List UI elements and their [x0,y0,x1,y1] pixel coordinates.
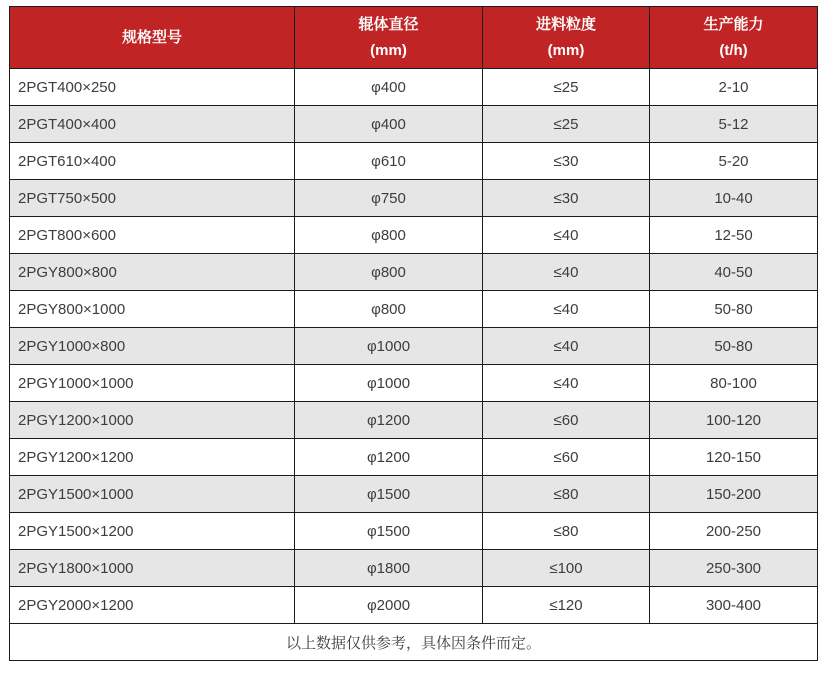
col-header-model-label: 规格型号 [121,28,182,46]
table-row [10,69,818,106]
capacity-cell: 40-50 [650,254,818,291]
model-cell: 2PGY1200×1000 [10,402,295,439]
capacity-cell: 5-20 [650,143,818,180]
model-cell: 2PGT610×400 [10,143,295,180]
table-row [10,513,818,550]
col-header-capacity-label: 生产能力 [703,15,764,33]
feed-size-cell: ≤40 [483,217,650,254]
feed-size-cell: ≤40 [483,328,650,365]
col-header-capacity-unit: (t/h) [719,41,748,59]
table-row [10,550,818,587]
capacity-cell: 200-250 [650,513,818,550]
diameter-cell: φ800 [295,254,483,291]
model-cell: 2PGY2000×1200 [10,587,295,624]
col-header-feed-size-label: 进料粒度 [535,15,596,33]
header-row [10,7,818,69]
col-header-feed-size [483,7,650,69]
feed-size-cell: ≤30 [483,180,650,217]
capacity-cell: 5-12 [650,106,818,143]
capacity-cell: 300-400 [650,587,818,624]
table-header [10,7,818,69]
feed-size-cell: ≤40 [483,254,650,291]
feed-size-cell: ≤25 [483,69,650,106]
table-row [10,180,818,217]
table-row [10,291,818,328]
diameter-cell: φ1500 [295,476,483,513]
feed-size-cell: ≤25 [483,106,650,143]
model-cell: 2PGT750×500 [10,180,295,217]
feed-size-cell: ≤40 [483,365,650,402]
feed-size-cell: ≤60 [483,402,650,439]
model-cell: 2PGY800×1000 [10,291,295,328]
table-row [10,365,818,402]
diameter-cell: φ800 [295,291,483,328]
table-row [10,587,818,624]
table-row [10,402,818,439]
table-body [10,69,818,624]
col-header-capacity [650,7,818,69]
table-row [10,143,818,180]
footer-row [10,624,818,661]
diameter-cell: φ1200 [295,439,483,476]
diameter-cell: φ1200 [295,402,483,439]
feed-size-cell: ≤40 [483,291,650,328]
capacity-cell: 2-10 [650,69,818,106]
col-header-roller-diameter-unit: (mm) [370,41,407,59]
table-row [10,106,818,143]
diameter-cell: φ610 [295,143,483,180]
diameter-cell: φ800 [295,217,483,254]
model-cell: 2PGY1000×1000 [10,365,295,402]
col-header-feed-size-unit: (mm) [547,41,585,59]
model-cell: 2PGY1800×1000 [10,550,295,587]
diameter-cell: φ750 [295,180,483,217]
model-cell: 2PGT400×250 [10,69,295,106]
col-header-roller-diameter [295,7,483,69]
diameter-cell: φ1000 [295,328,483,365]
model-cell: 2PGY1500×1000 [10,476,295,513]
feed-size-cell: ≤80 [483,476,650,513]
capacity-cell: 120-150 [650,439,818,476]
capacity-cell: 12-50 [650,217,818,254]
capacity-cell: 50-80 [650,291,818,328]
feed-size-cell: ≤120 [483,587,650,624]
capacity-cell: 10-40 [650,180,818,217]
table-row [10,328,818,365]
col-header-model [10,7,295,69]
table-row [10,439,818,476]
capacity-cell: 50-80 [650,328,818,365]
col-header-roller-diameter-label: 辊体直径 [358,15,419,33]
footer-note: 以上数据仅供参考，具体因条件而定。 [10,624,818,661]
feed-size-cell: ≤60 [483,439,650,476]
diameter-cell: φ1500 [295,513,483,550]
model-cell: 2PGY1500×1200 [10,513,295,550]
feed-size-cell: ≤30 [483,143,650,180]
diameter-cell: φ1800 [295,550,483,587]
crusher-spec-table [9,6,818,661]
feed-size-cell: ≤100 [483,550,650,587]
capacity-cell: 250-300 [650,550,818,587]
capacity-cell: 80-100 [650,365,818,402]
diameter-cell: φ2000 [295,587,483,624]
model-cell: 2PGY800×800 [10,254,295,291]
model-cell: 2PGT400×400 [10,106,295,143]
capacity-cell: 150-200 [650,476,818,513]
model-cell: 2PGY1000×800 [10,328,295,365]
feed-size-cell: ≤80 [483,513,650,550]
table-row [10,254,818,291]
capacity-cell: 100-120 [650,402,818,439]
model-cell: 2PGY1200×1200 [10,439,295,476]
table-footer [10,624,818,661]
table-row [10,217,818,254]
model-cell: 2PGT800×600 [10,217,295,254]
table-row [10,476,818,513]
diameter-cell: φ400 [295,106,483,143]
diameter-cell: φ1000 [295,365,483,402]
diameter-cell: φ400 [295,69,483,106]
